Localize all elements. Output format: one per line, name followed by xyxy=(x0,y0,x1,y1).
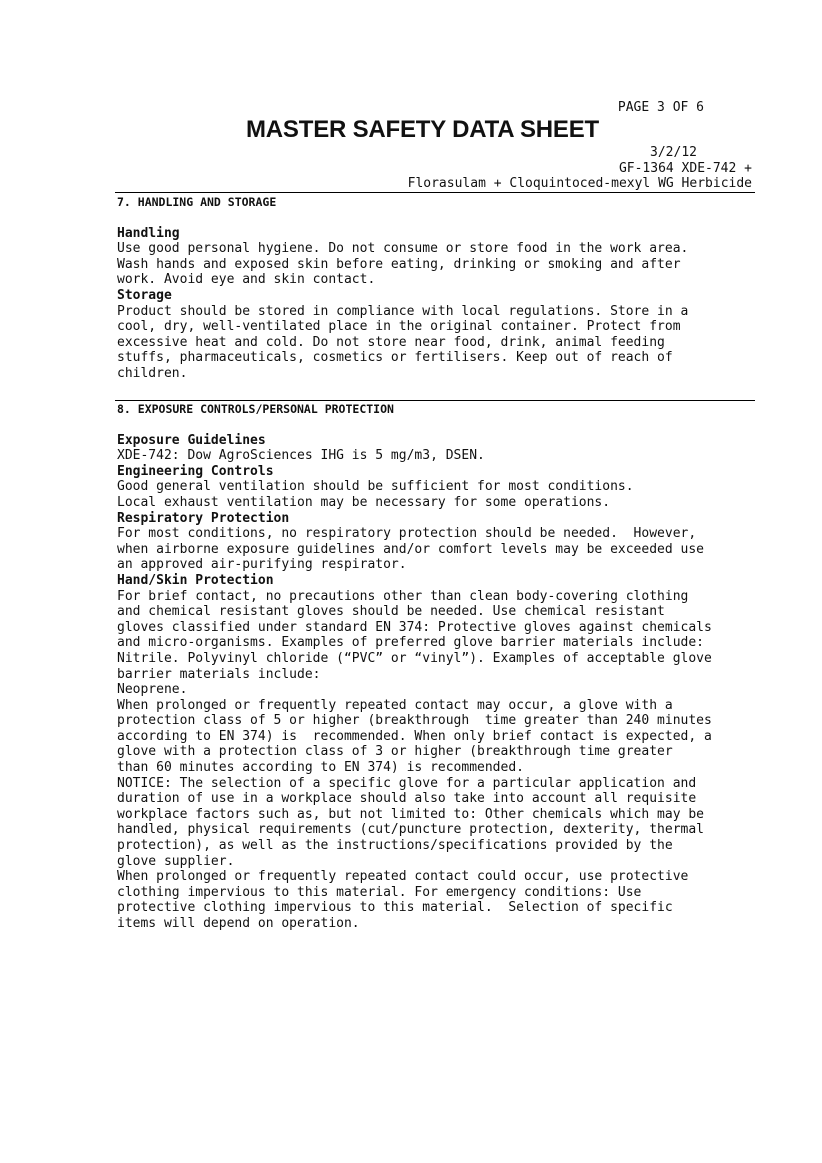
subsection-heading-handling: Handling xyxy=(117,225,180,241)
product-code: GF-1364 XDE-742 + xyxy=(618,161,752,176)
text-line: stuffs, pharmaceuticals, cosmetics or fertilisers. Keep out of reach of xyxy=(117,350,673,366)
text-line: Neoprene. xyxy=(117,682,188,698)
text-line: glove supplier. xyxy=(117,853,235,869)
document-date: 3/2/12 xyxy=(650,145,697,160)
text-line: children. xyxy=(117,365,188,381)
subsection-heading-respiratory: Respiratory Protection xyxy=(117,510,290,526)
text-line: gloves classified under standard EN 374: Protective gloves against chemicals xyxy=(117,619,712,635)
text-line: cool, dry, well-ventilated place in the original container. Protect from xyxy=(117,319,681,335)
text-line: an approved air-purifying respirator. xyxy=(117,557,407,573)
text-line: excessive heat and cold. Do not store near food, drink, animal feeding xyxy=(117,334,665,350)
text-line: protection), as well as the instructions/specifications provided by the xyxy=(117,838,673,854)
text-line: according to EN 374) is recommended. When only brief contact is expected, a xyxy=(117,728,712,744)
section-exposure-controls xyxy=(117,402,757,932)
section-divider xyxy=(115,400,755,401)
text-line: workplace factors such as, but not limited to: Other chemicals which may be xyxy=(117,806,704,822)
text-line: Use good personal hygiene. Do not consume or store food in the work area. xyxy=(117,241,689,257)
section-divider xyxy=(115,192,755,193)
subsection-heading-engineering: Engineering Controls xyxy=(117,463,274,479)
text-line: when airborne exposure guidelines and/or comfort levels may be exceeded use xyxy=(117,541,704,557)
text-line: protection class of 5 or higher (breakthrough time greater than 240 minutes xyxy=(117,713,712,729)
text-line: handled, physical requirements (cut/puncture protection, dexterity, thermal xyxy=(117,822,704,838)
text-line: Nitrile. Polyvinyl chloride (“PVC” or “vinyl”). Examples of acceptable glove xyxy=(117,650,712,666)
text-line: than 60 minutes according to EN 374) is recommended. xyxy=(117,760,524,776)
text-line: NOTICE: The selection of a specific glove for a particular application and xyxy=(117,775,697,791)
text-line: Wash hands and exposed skin before eating, drinking or smoking and after xyxy=(117,256,681,272)
section-title: 8. EXPOSURE CONTROLS/PERSONAL PROTECTION xyxy=(117,402,394,416)
section-handling-storage xyxy=(117,195,757,382)
text-line: protective clothing impervious to this material. Selection of specific xyxy=(117,900,673,916)
text-line: duration of use in a workplace should also take into account all requisite xyxy=(117,791,697,807)
subsection-heading-exposure: Exposure Guidelines xyxy=(117,432,266,448)
text-line: and chemical resistant gloves should be needed. Use chemical resistant xyxy=(117,604,665,620)
product-name: Florasulam + Cloquintoced-mexyl WG Herbicide xyxy=(407,176,752,191)
text-line: glove with a protection class of 3 or higher (breakthrough time greater xyxy=(117,744,673,760)
subsection-heading-hand-skin: Hand/Skin Protection xyxy=(117,572,274,588)
subsection-heading-storage: Storage xyxy=(117,287,172,303)
text-line: For brief contact, no precautions other than clean body-covering clothing xyxy=(117,588,689,604)
text-line: work. Avoid eye and skin contact. xyxy=(117,272,376,288)
section-title: 7. HANDLING AND STORAGE xyxy=(117,195,277,209)
text-line: Good general ventilation should be sufficient for most conditions. xyxy=(117,479,634,495)
text-line: clothing impervious to this material. For emergency conditions: Use xyxy=(117,884,642,900)
text-line: items will depend on operation. xyxy=(117,916,360,931)
page-number: PAGE 3 OF 6 xyxy=(617,100,704,115)
text-line: For most conditions, no respiratory protection should be needed. However, xyxy=(117,526,697,542)
text-line: When prolonged or frequently repeated contact may occur, a glove with a xyxy=(117,697,673,713)
text-line: Local exhaust ventilation may be necessary for some operations. xyxy=(117,494,611,510)
document-title: MASTER SAFETY DATA SHEET xyxy=(246,116,599,143)
text-line: When prolonged or frequently repeated contact could occur, use protective xyxy=(117,869,689,885)
text-line: and micro-organisms. Examples of preferred glove barrier materials include: xyxy=(117,635,704,651)
text-line: XDE-742: Dow AgroSciences IHG is 5 mg/m3, DSEN. xyxy=(117,448,485,464)
text-line: barrier materials include: xyxy=(117,666,321,682)
text-line: Product should be stored in compliance with local regulations. Store in a xyxy=(117,303,689,319)
